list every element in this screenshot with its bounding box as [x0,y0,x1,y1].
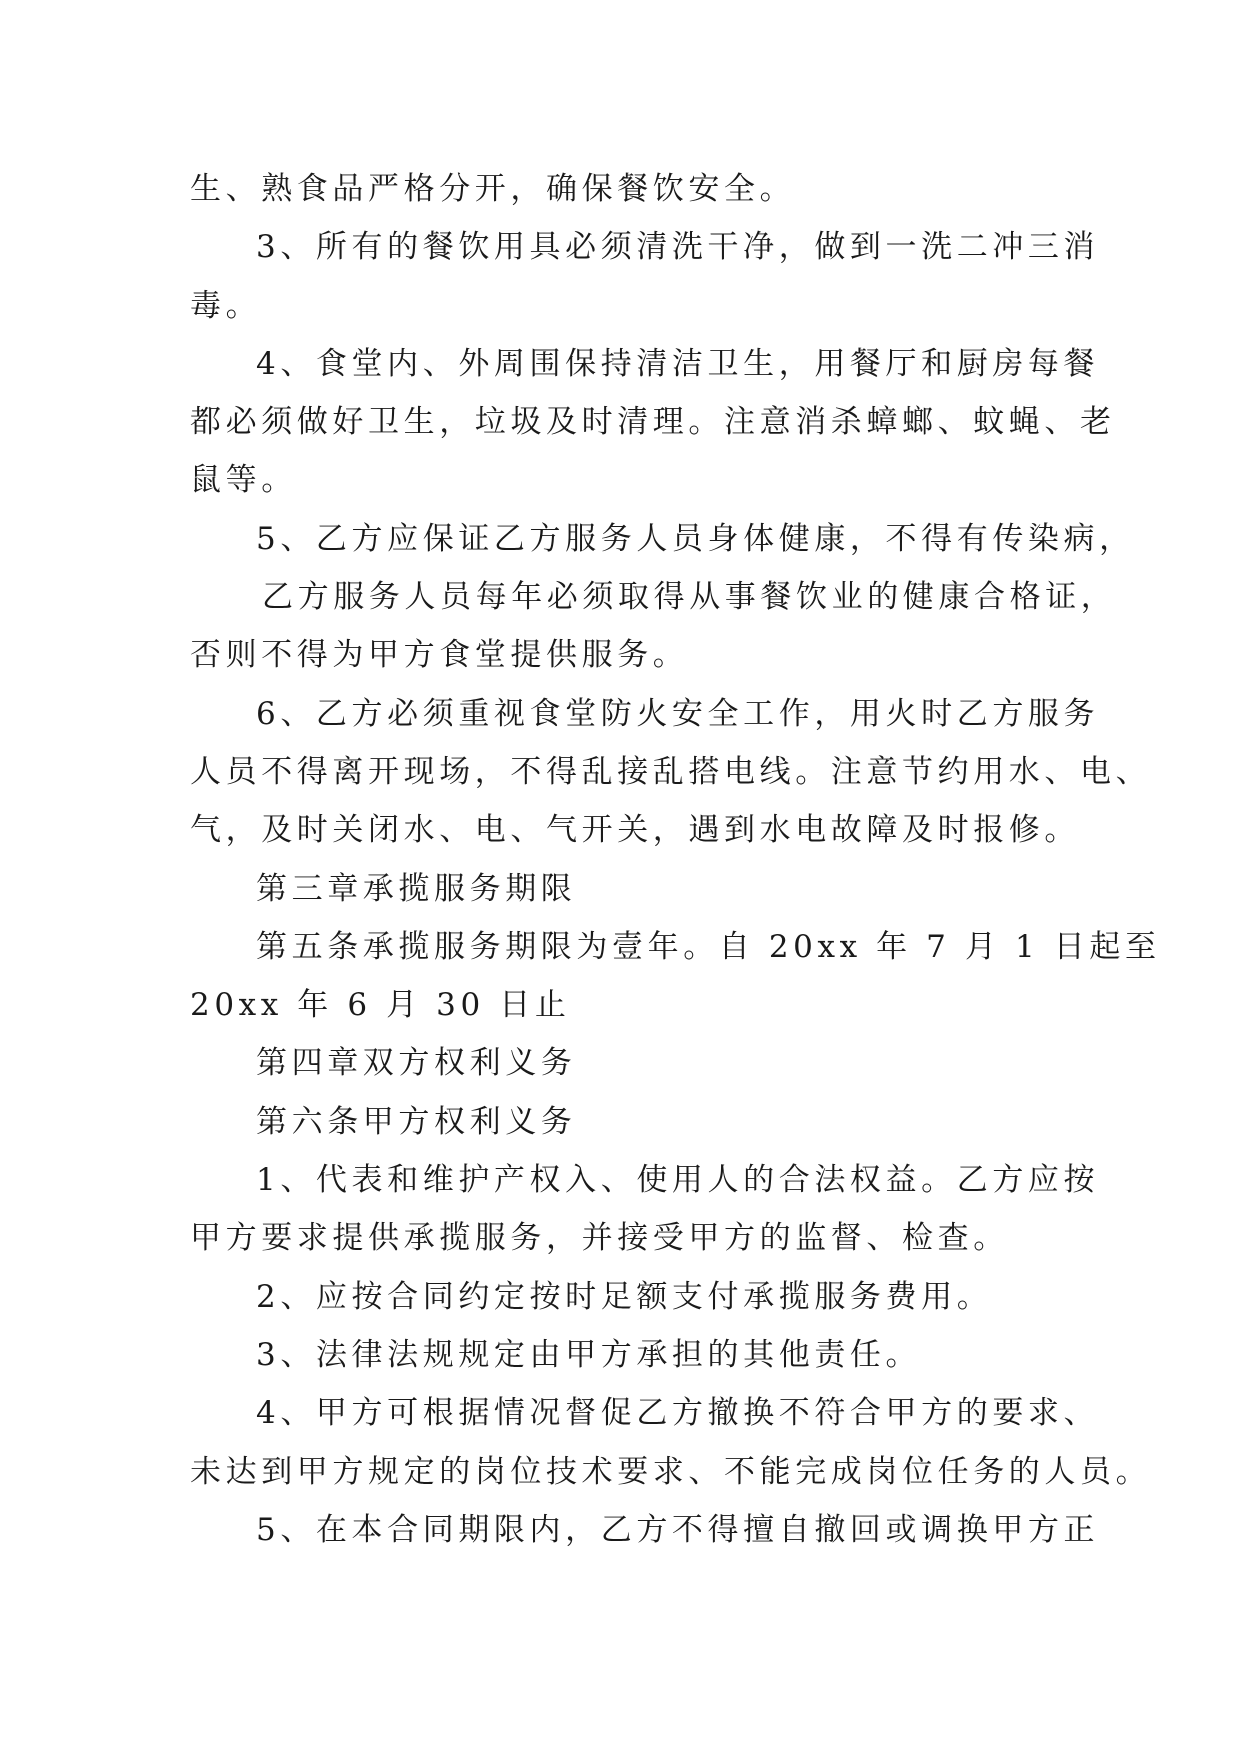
text-line: 甲方要求提供承揽服务，并接受甲方的监督、检查。 [190,1220,1009,1257]
text-line: 气，及时关闭水、电、气开关，遇到水电故障及时报修。 [190,812,1080,849]
document-body [190,160,1161,1559]
text-line: 3、法律法规规定由甲方承担的其他责任。 [256,1336,922,1373]
text-line: 1、代表和维护产权入、使用人的合法权益。乙方应按 [256,1162,1100,1199]
text-line: 3、所有的餐饮用具必须清洗干净，做到一洗二冲三消 [256,229,1100,266]
text-line: 毒。 [190,287,262,324]
text-line: 5、乙方应保证乙方服务人员身体健康，不得有传染病， [256,520,1135,557]
chapter-heading: 第四章双方权利义务 [256,1045,577,1082]
article-heading: 第六条甲方权利义务 [256,1103,577,1140]
text-line: 20xx 年 6 月 30 日止 [190,987,571,1024]
text-line: 4、食堂内、外周围保持清洁卫生，用餐厅和厨房每餐 [256,345,1100,382]
text-line: 未达到甲方规定的岗位技术要求、不能完成岗位任务的人员。 [190,1453,1152,1490]
text-line: 人员不得离开现场，不得乱接乱搭电线。注意节约用水、电、 [190,753,1152,790]
text-line: 4、甲方可根据情况督促乙方撤换不符合甲方的要求、 [256,1395,1100,1432]
text-line: 乙方服务人员每年必须取得从事餐饮业的健康合格证， [262,579,1117,616]
text-line: 生、熟食品严格分开，确保餐饮安全。 [190,171,796,207]
text-line: 5、在本合同期限内，乙方不得擅自撤回或调换甲方正 [256,1511,1100,1548]
text-line: 都必须做好卫生，垃圾及时清理。注意消杀蟑螂、蚊蝇、老 [190,404,1116,441]
text-line: 6、乙方必须重视食堂防火安全工作，用火时乙方服务 [256,695,1100,732]
text-line: 2、应按合同约定按时足额支付承揽服务费用。 [256,1278,993,1315]
text-line: 鼠等。 [190,462,297,499]
text-line: 第五条承揽服务期限为壹年。自 20xx 年 7 月 1 日起至 [256,928,1161,965]
chapter-heading: 第三章承揽服务期限 [256,870,577,907]
text-line: 否则不得为甲方食堂提供服务。 [190,637,689,674]
